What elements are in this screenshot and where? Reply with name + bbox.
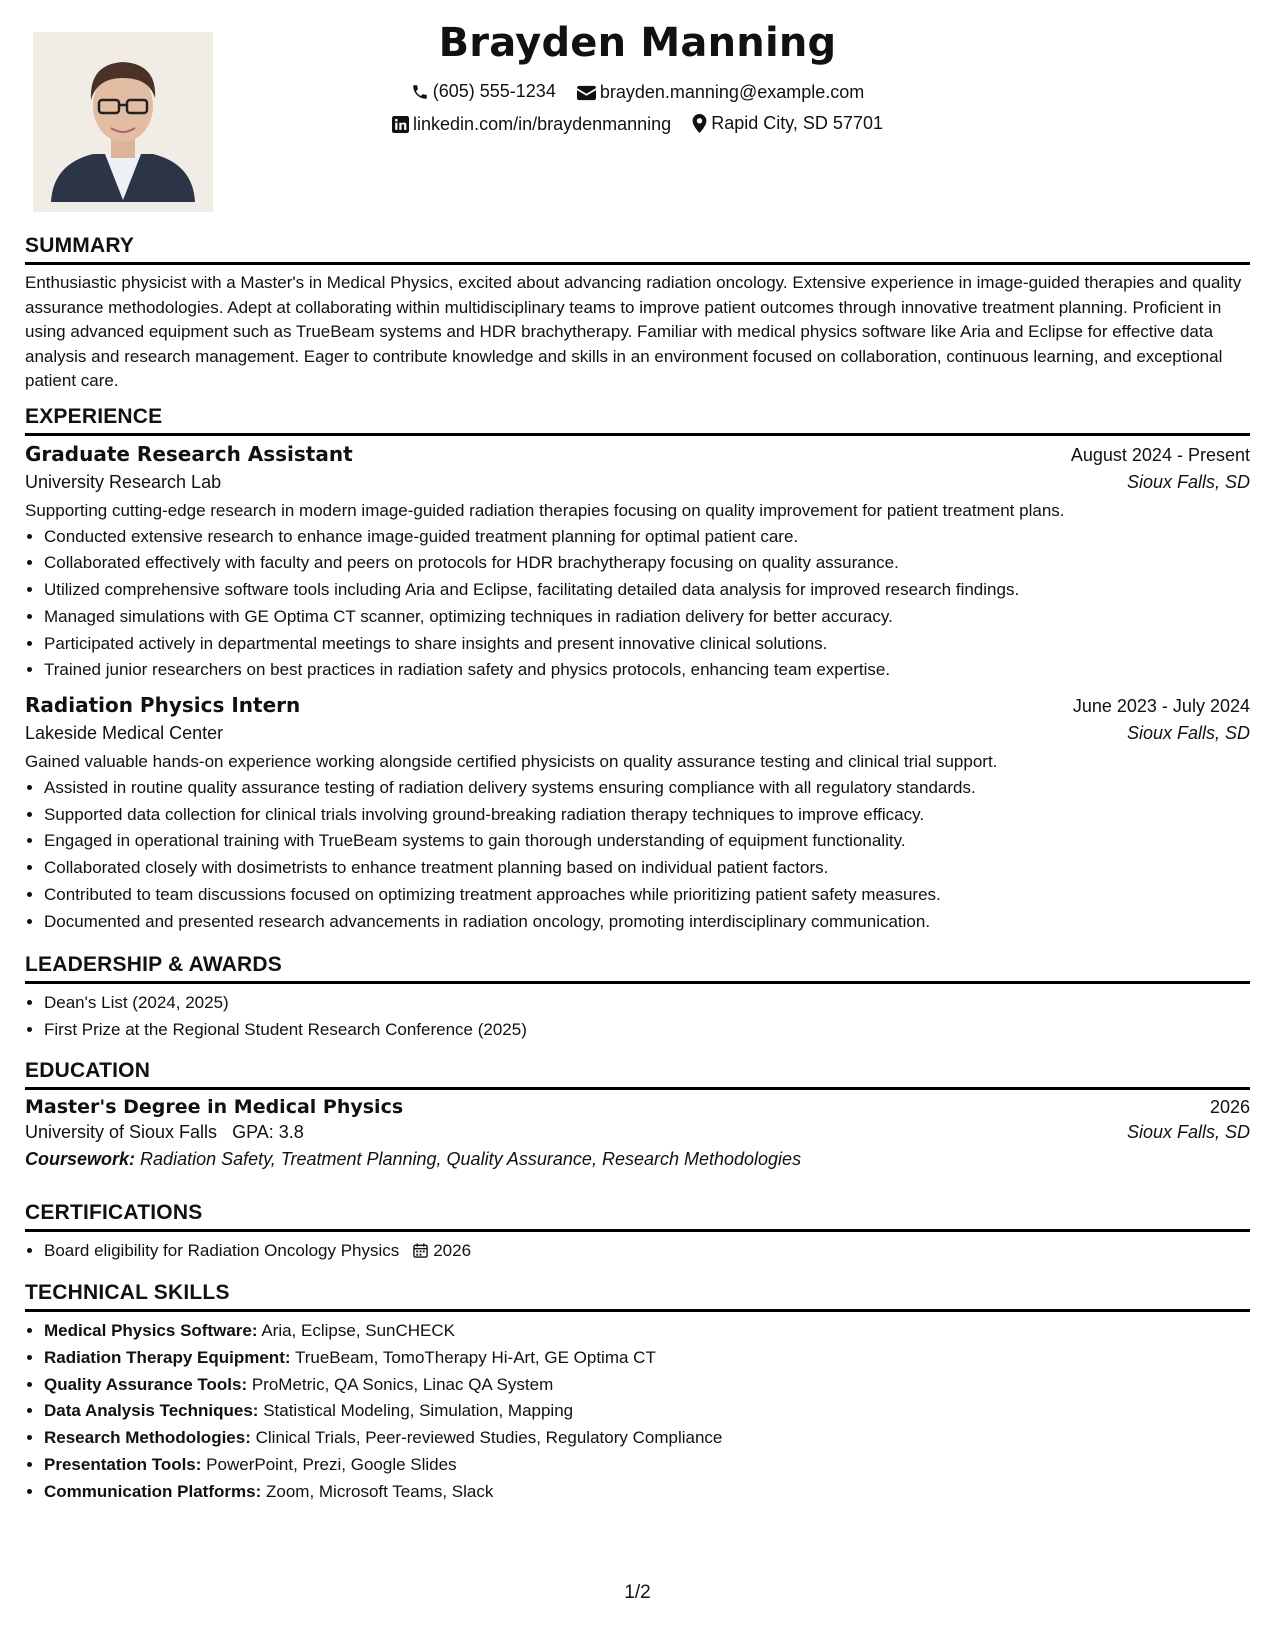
job-bullet: • Contributed to team discussions focused on optimizing treatment approaches while prioritizing patient safety measures. <box>44 882 1250 909</box>
skills-list <box>25 1318 1250 1506</box>
skill-value: Statistical Modeling, Simulation, Mapping <box>263 1401 574 1421</box>
calendar-icon <box>413 1243 428 1258</box>
job-org: Lakeside Medical Center <box>25 723 224 744</box>
job-bullet: • Collaborated effectively with faculty and peers on protocols for HDR brachytherapy focusing on quality assurance. <box>44 550 1250 577</box>
job-description: Supporting cutting-edge research in modern image-guided radiation therapies focusing on quality improvement for patient treatment plans. <box>25 501 1065 520</box>
skill-value: Clinical Trials, Peer-reviewed Studies, Regulatory Compliance <box>255 1428 723 1448</box>
education-section <box>25 1059 1250 1170</box>
award-item: • First Prize at the Regional Student Research Conference (2025) <box>44 1017 1250 1044</box>
job-bullet: • Managed simulations with GE Optima CT scanner, optimizing techniques in radiation delivery for better accuracy. <box>44 604 1250 631</box>
skill-label: Radiation Therapy Equipment: <box>44 1347 291 1367</box>
phone-icon <box>411 83 429 101</box>
award-item: • Dean's List (2024, 2025) <box>44 990 1250 1017</box>
phone-text: (605) 555-1234 <box>432 81 556 101</box>
job-dates: August 2024 - Present <box>1070 445 1250 465</box>
job-org: University Research Lab <box>25 472 222 492</box>
graduation-year: 2026 <box>1209 1097 1250 1117</box>
leadership-section <box>25 953 1250 1044</box>
job-bullet: • Collaborated closely with dosimetrists to enhance treatment planning based on individual patient factors. <box>44 855 1250 882</box>
linkedin-icon <box>392 116 409 133</box>
coursework-line <box>25 1149 1250 1170</box>
certifications-list <box>25 1238 1250 1265</box>
job-location: Sioux Falls, SD <box>1126 472 1250 492</box>
job-description: Gained valuable hands-on experience working alongside certified physicists on quality assurance testing and clinical trial support. <box>25 752 998 772</box>
resume-page <box>25 0 1250 1650</box>
coursework-label: Coursework: <box>25 1149 136 1169</box>
skill-value: TrueBeam, TomoTherapy Hi-Art, GE Optima CT <box>294 1347 656 1367</box>
certifications-section <box>25 1201 1250 1265</box>
email-contact[interactable] <box>577 82 864 103</box>
skill-label: Presentation Tools: <box>44 1454 202 1474</box>
degree-title: Master's Degree in Medical Physics <box>25 1096 404 1118</box>
location-contact <box>692 113 883 134</box>
education-heading: EDUCATION <box>25 1059 1250 1090</box>
skill-item <box>44 1452 1250 1479</box>
skill-label: Communication Platforms: <box>44 1481 262 1501</box>
skill-item <box>44 1318 1250 1345</box>
linkedin-text: linkedin.com/in/braydenmanning <box>413 114 672 134</box>
email-text: brayden.manning@example.com <box>599 82 865 102</box>
location-text: Rapid City, SD 57701 <box>711 113 883 133</box>
job-bullet: • Conducted extensive research to enhance image-guided treatment planning for optimal patient care. <box>44 524 1250 551</box>
school-name: University of Sioux Falls <box>25 1122 218 1142</box>
coursework-list: Radiation Safety, Treatment Planning, Quality Assurance, Research Methodologies <box>140 1149 802 1169</box>
map-pin-icon <box>692 114 707 133</box>
skill-item <box>44 1425 1250 1452</box>
email-icon <box>577 85 596 101</box>
job-bullet: • Utilized comprehensive software tools including Aria and Eclipse, facilitating detailed data analysis for improved research findings. <box>44 577 1250 604</box>
job-bullets <box>25 775 1250 936</box>
school-line <box>25 1122 304 1143</box>
skill-label: Quality Assurance Tools: <box>44 1374 248 1394</box>
skill-item <box>44 1398 1250 1425</box>
linkedin-contact[interactable] <box>392 114 671 135</box>
certifications-heading: CERTIFICATIONS <box>25 1201 1250 1232</box>
leadership-heading: LEADERSHIP & AWARDS <box>25 953 1250 984</box>
job-entry-2 <box>25 693 1250 935</box>
skill-item <box>44 1479 1250 1506</box>
job-bullets <box>25 524 1250 685</box>
job-bullet: • Documented and presented research advancements in radiation oncology, promoting interdisciplinary communication. <box>44 909 1250 936</box>
job-bullet: • Trained junior researchers on best practices in radiation safety and physics protocols, enhancing team expertise. <box>44 657 1250 684</box>
job-bullet: • Engaged in operational training with TrueBeam systems to gain thorough understanding of equipment functionality. <box>44 828 1250 855</box>
job-entry-1 <box>25 442 1250 684</box>
skill-item <box>44 1345 1250 1372</box>
candidate-name: Brayden Manning <box>438 20 837 66</box>
experience-heading: EXPERIENCE <box>25 405 1250 436</box>
certification-item <box>44 1238 1250 1265</box>
experience-section <box>25 405 1250 936</box>
job-bullet: • Participated actively in departmental meetings to share insights and present innovative clinical solutions. <box>44 631 1250 658</box>
job-bullet: • Supported data collection for clinical trials involving ground-breaking radiation therapy techniques to improve efficacy. <box>44 802 1250 829</box>
job-title: Radiation Physics Intern <box>25 693 301 718</box>
phone-contact <box>411 81 556 102</box>
job-dates: June 2023 - July 2024 <box>1072 696 1250 717</box>
summary-heading: SUMMARY <box>25 234 1250 265</box>
job-location: Sioux Falls, SD <box>1126 723 1250 744</box>
job-title: Graduate Research Assistant <box>25 442 353 466</box>
skill-label: Medical Physics Software: <box>44 1321 258 1340</box>
skill-value: Zoom, Microsoft Teams, Slack <box>265 1481 494 1501</box>
contact-line-1 <box>25 81 1250 106</box>
skill-value: PowerPoint, Prezi, Google Slides <box>206 1454 457 1474</box>
skill-value: Aria, Eclipse, SunCHECK <box>261 1321 456 1340</box>
summary-text: Enthusiastic physicist with a Master's in Medical Physics, excited about advancing radiation oncology. Extensive experience in image-guided therapies and quality assurance methodologies. Adept at collaborating within multidisciplinary teams to improve patient outcomes through innovative treatment planning. Proficient in using advanced equipment such as TrueBeam systems and HDR brachytherapy. Familiar with medical physics software like Aria and Eclipse for effective data analysis and research management. Eager to contribute knowledge and skills in an environment focused on collaboration, continuous learning, and exceptional patient care. <box>25 273 1242 390</box>
page-number: 1/2 <box>624 1582 651 1603</box>
skill-label: Research Methodologies: <box>44 1428 251 1448</box>
skill-label: Data Analysis Techniques: <box>44 1401 259 1421</box>
skills-heading: TECHNICAL SKILLS <box>25 1281 1250 1312</box>
school-location: Sioux Falls, SD <box>1126 1122 1250 1142</box>
summary-section <box>25 234 1250 394</box>
certification-name: Board eligibility for Radiation Oncology Physics <box>44 1241 400 1260</box>
gpa: GPA: 3.8 <box>232 1122 304 1142</box>
certification-year: 2026 <box>433 1241 472 1260</box>
skills-section <box>25 1281 1250 1506</box>
contact-line-2 <box>25 113 1250 138</box>
job-bullet: • Assisted in routine quality assurance testing of radiation delivery systems ensuring compliance with all regulatory standards. <box>44 775 1250 802</box>
leadership-list <box>25 990 1250 1044</box>
skill-value: ProMetric, QA Sonics, Linac QA System <box>251 1374 554 1394</box>
skill-item <box>44 1372 1250 1399</box>
